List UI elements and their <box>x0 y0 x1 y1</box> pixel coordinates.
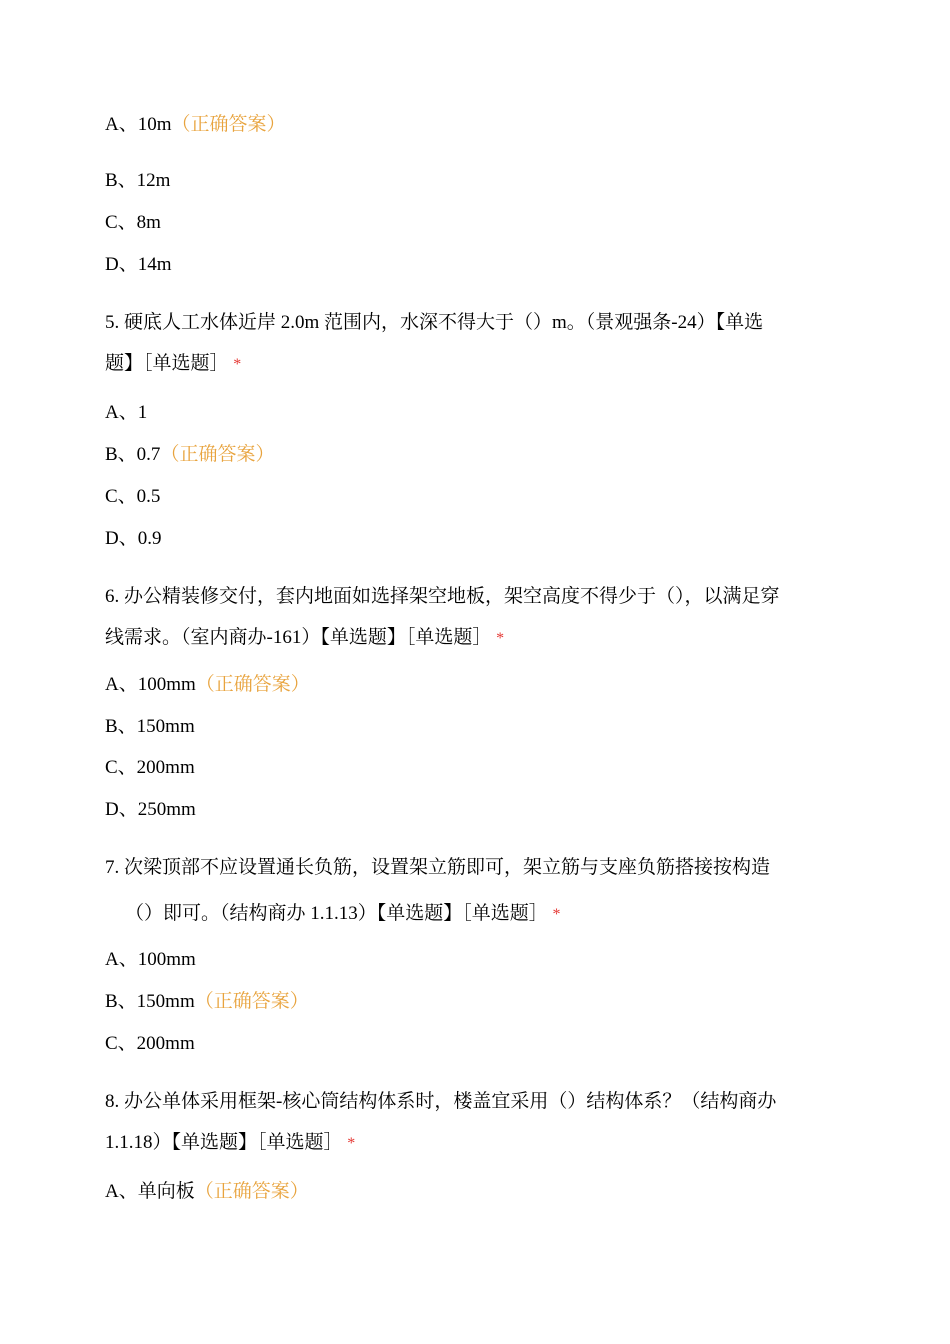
q7-option-b[interactable] <box>105 990 309 1014</box>
q5-option-a[interactable] <box>105 401 147 425</box>
q6-question-line2 <box>105 626 504 651</box>
question-text: 1.1.18）【单选题】［单选题］ <box>105 1132 343 1153</box>
required-mark: * <box>233 356 242 373</box>
question-text: 题】［单选题］ <box>105 353 229 374</box>
question-text: 5. 硬底人工水体近岸 2.0m 范围内，水深不得大于（）m。（景观强条-24）【单选 <box>105 312 764 333</box>
q8-question-line2 <box>105 1131 355 1156</box>
option-text: D、0.9 <box>105 528 162 549</box>
required-mark: * <box>552 906 561 923</box>
q6-option-b[interactable] <box>105 715 195 739</box>
question-text: 6. 办公精装修交付，套内地面如选择架空地板，架空高度不得少于（），以满足穿 <box>105 586 780 607</box>
option-text: A、1 <box>105 402 148 423</box>
option-text: A、10m <box>105 114 172 135</box>
q7-question-line1 <box>105 856 770 880</box>
q6-option-c[interactable] <box>105 756 195 780</box>
question-text: 7. 次梁顶部不应设置通长负筋，设置架立筋即可，架立筋与支座负筋搭接按构造 <box>105 857 771 878</box>
q6-option-d[interactable] <box>105 798 196 822</box>
q5-option-d[interactable] <box>105 527 161 551</box>
option-text: B、150mm <box>105 716 195 737</box>
q4-option-b[interactable] <box>105 169 170 193</box>
q6-question-line1 <box>105 585 780 609</box>
q6-option-a[interactable] <box>105 673 310 697</box>
correct-answer-label: （正确答案） <box>194 1181 309 1202</box>
q4-option-a[interactable] <box>105 113 286 137</box>
q5-option-b[interactable] <box>105 443 274 467</box>
q7-question-line2 <box>105 902 561 927</box>
q8-question-line1 <box>105 1090 776 1114</box>
q8-option-a[interactable] <box>105 1180 309 1204</box>
required-mark: * <box>347 1135 356 1152</box>
option-text: C、200mm <box>105 757 195 778</box>
option-text: C、8m <box>105 212 161 233</box>
required-mark: * <box>496 630 505 647</box>
option-text: A、单向板 <box>105 1181 195 1202</box>
question-text: 线需求。（室内商办-161）【单选题】［单选题］ <box>105 627 492 648</box>
option-text: A、100mm <box>105 949 196 970</box>
option-text: C、200mm <box>105 1033 195 1054</box>
q7-option-c[interactable] <box>105 1032 195 1056</box>
correct-answer-label: （正确答案） <box>160 444 275 465</box>
option-text: B、12m <box>105 170 171 191</box>
option-text: B、0.7 <box>105 444 161 465</box>
correct-answer-label: （正确答案） <box>194 991 309 1012</box>
q5-question-line1 <box>105 311 763 335</box>
question-text: 8. 办公单体采用框架-核心筒结构体系时，楼盖宜采用（）结构体系？（结构商办 <box>105 1091 777 1112</box>
option-text: D、14m <box>105 254 172 275</box>
q5-question-line2 <box>105 352 241 377</box>
correct-answer-label: （正确答案） <box>195 674 310 695</box>
option-text: D、250mm <box>105 799 196 820</box>
option-text: B、150mm <box>105 991 195 1012</box>
q5-option-c[interactable] <box>105 485 160 509</box>
correct-answer-label: （正确答案） <box>171 114 286 135</box>
q4-option-d[interactable] <box>105 253 172 277</box>
q7-option-a[interactable] <box>105 948 196 972</box>
question-text: （）即可。（结构商办 1.1.13）【单选题】［单选题］ <box>125 903 548 924</box>
option-text: A、100mm <box>105 674 196 695</box>
option-text: C、0.5 <box>105 486 161 507</box>
q4-option-c[interactable] <box>105 211 161 235</box>
